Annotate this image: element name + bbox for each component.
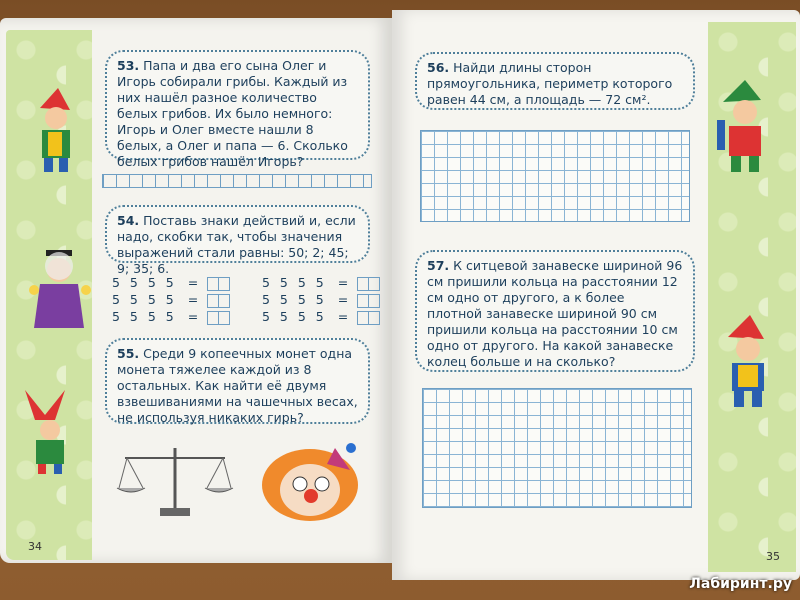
task-53-number: 53. (117, 58, 140, 73)
task-53 (105, 50, 370, 169)
professor-illustration (28, 250, 93, 330)
expression-row-1: 5 5 5 5 = (112, 275, 230, 291)
page-number-left: 34 (28, 540, 42, 553)
task-57-text: К ситцевой занавеске шириной 96 см пришили кольца на расстоянии 12 см одно от другого, а к более плотной занавеске шириной 90 см пришили кольца на расстоянии 10 см одно от другого. На какой занавеске колец больше и на сколько? (427, 258, 683, 369)
expression-row-3: 5 5 5 5 = (112, 309, 230, 325)
jester-illustration (20, 385, 80, 475)
clown-illustration (255, 440, 365, 522)
scales-illustration (115, 440, 235, 520)
task-54-number: 54. (117, 213, 140, 228)
answer-grid-56 (420, 130, 690, 222)
gnome-illustration-right-bottom (718, 315, 778, 415)
task-57-number: 57. (427, 258, 450, 273)
expression-row-4: 5 5 5 5 = (262, 275, 380, 291)
answer-line-53 (102, 174, 372, 188)
expression-row-2: 5 5 5 5 = (112, 292, 230, 308)
watermark: Лабиринт.ру (689, 576, 792, 592)
expression-row-6: 5 5 5 5 = (262, 309, 380, 325)
task-56-text: Найди длины сторон прямоугольника, периметр которого равен 44 см, а площадь — 72 см². (427, 60, 673, 107)
answer-grid-57 (422, 388, 692, 508)
gnome-illustration-left (30, 88, 85, 178)
task-56-number: 56. (427, 60, 450, 75)
task-55-text: Среди 9 копеечных монет одна монета тяжелее каждой из 8 остальных. Как найти её двумя взвешиваниями на чашечных весах, не используя никаких гирь? (117, 346, 358, 425)
page-number-right: 35 (766, 550, 780, 563)
task-54 (105, 205, 370, 276)
task-55 (105, 338, 370, 424)
task-55-number: 55. (117, 346, 140, 361)
task-53-text: Папа и два его сына Олег и Игорь собирали грибы. Каждый из них нашёл разное количество белых грибов. Их было немного: Игорь и Олег вместе нашли 8 белых, а Олег и папа — 6. Сколько белых грибов нашёл Игорь? (117, 58, 348, 169)
task-54-text: Поставь знаки действий и, если надо, скобки так, чтобы значения выражений стали равны: 50; 2; 45; 9; 35; 6. (117, 213, 356, 276)
task-56 (415, 52, 695, 110)
gnome-illustration-right-top (715, 80, 775, 180)
task-57 (415, 250, 695, 372)
expression-row-5: 5 5 5 5 = (262, 292, 380, 308)
